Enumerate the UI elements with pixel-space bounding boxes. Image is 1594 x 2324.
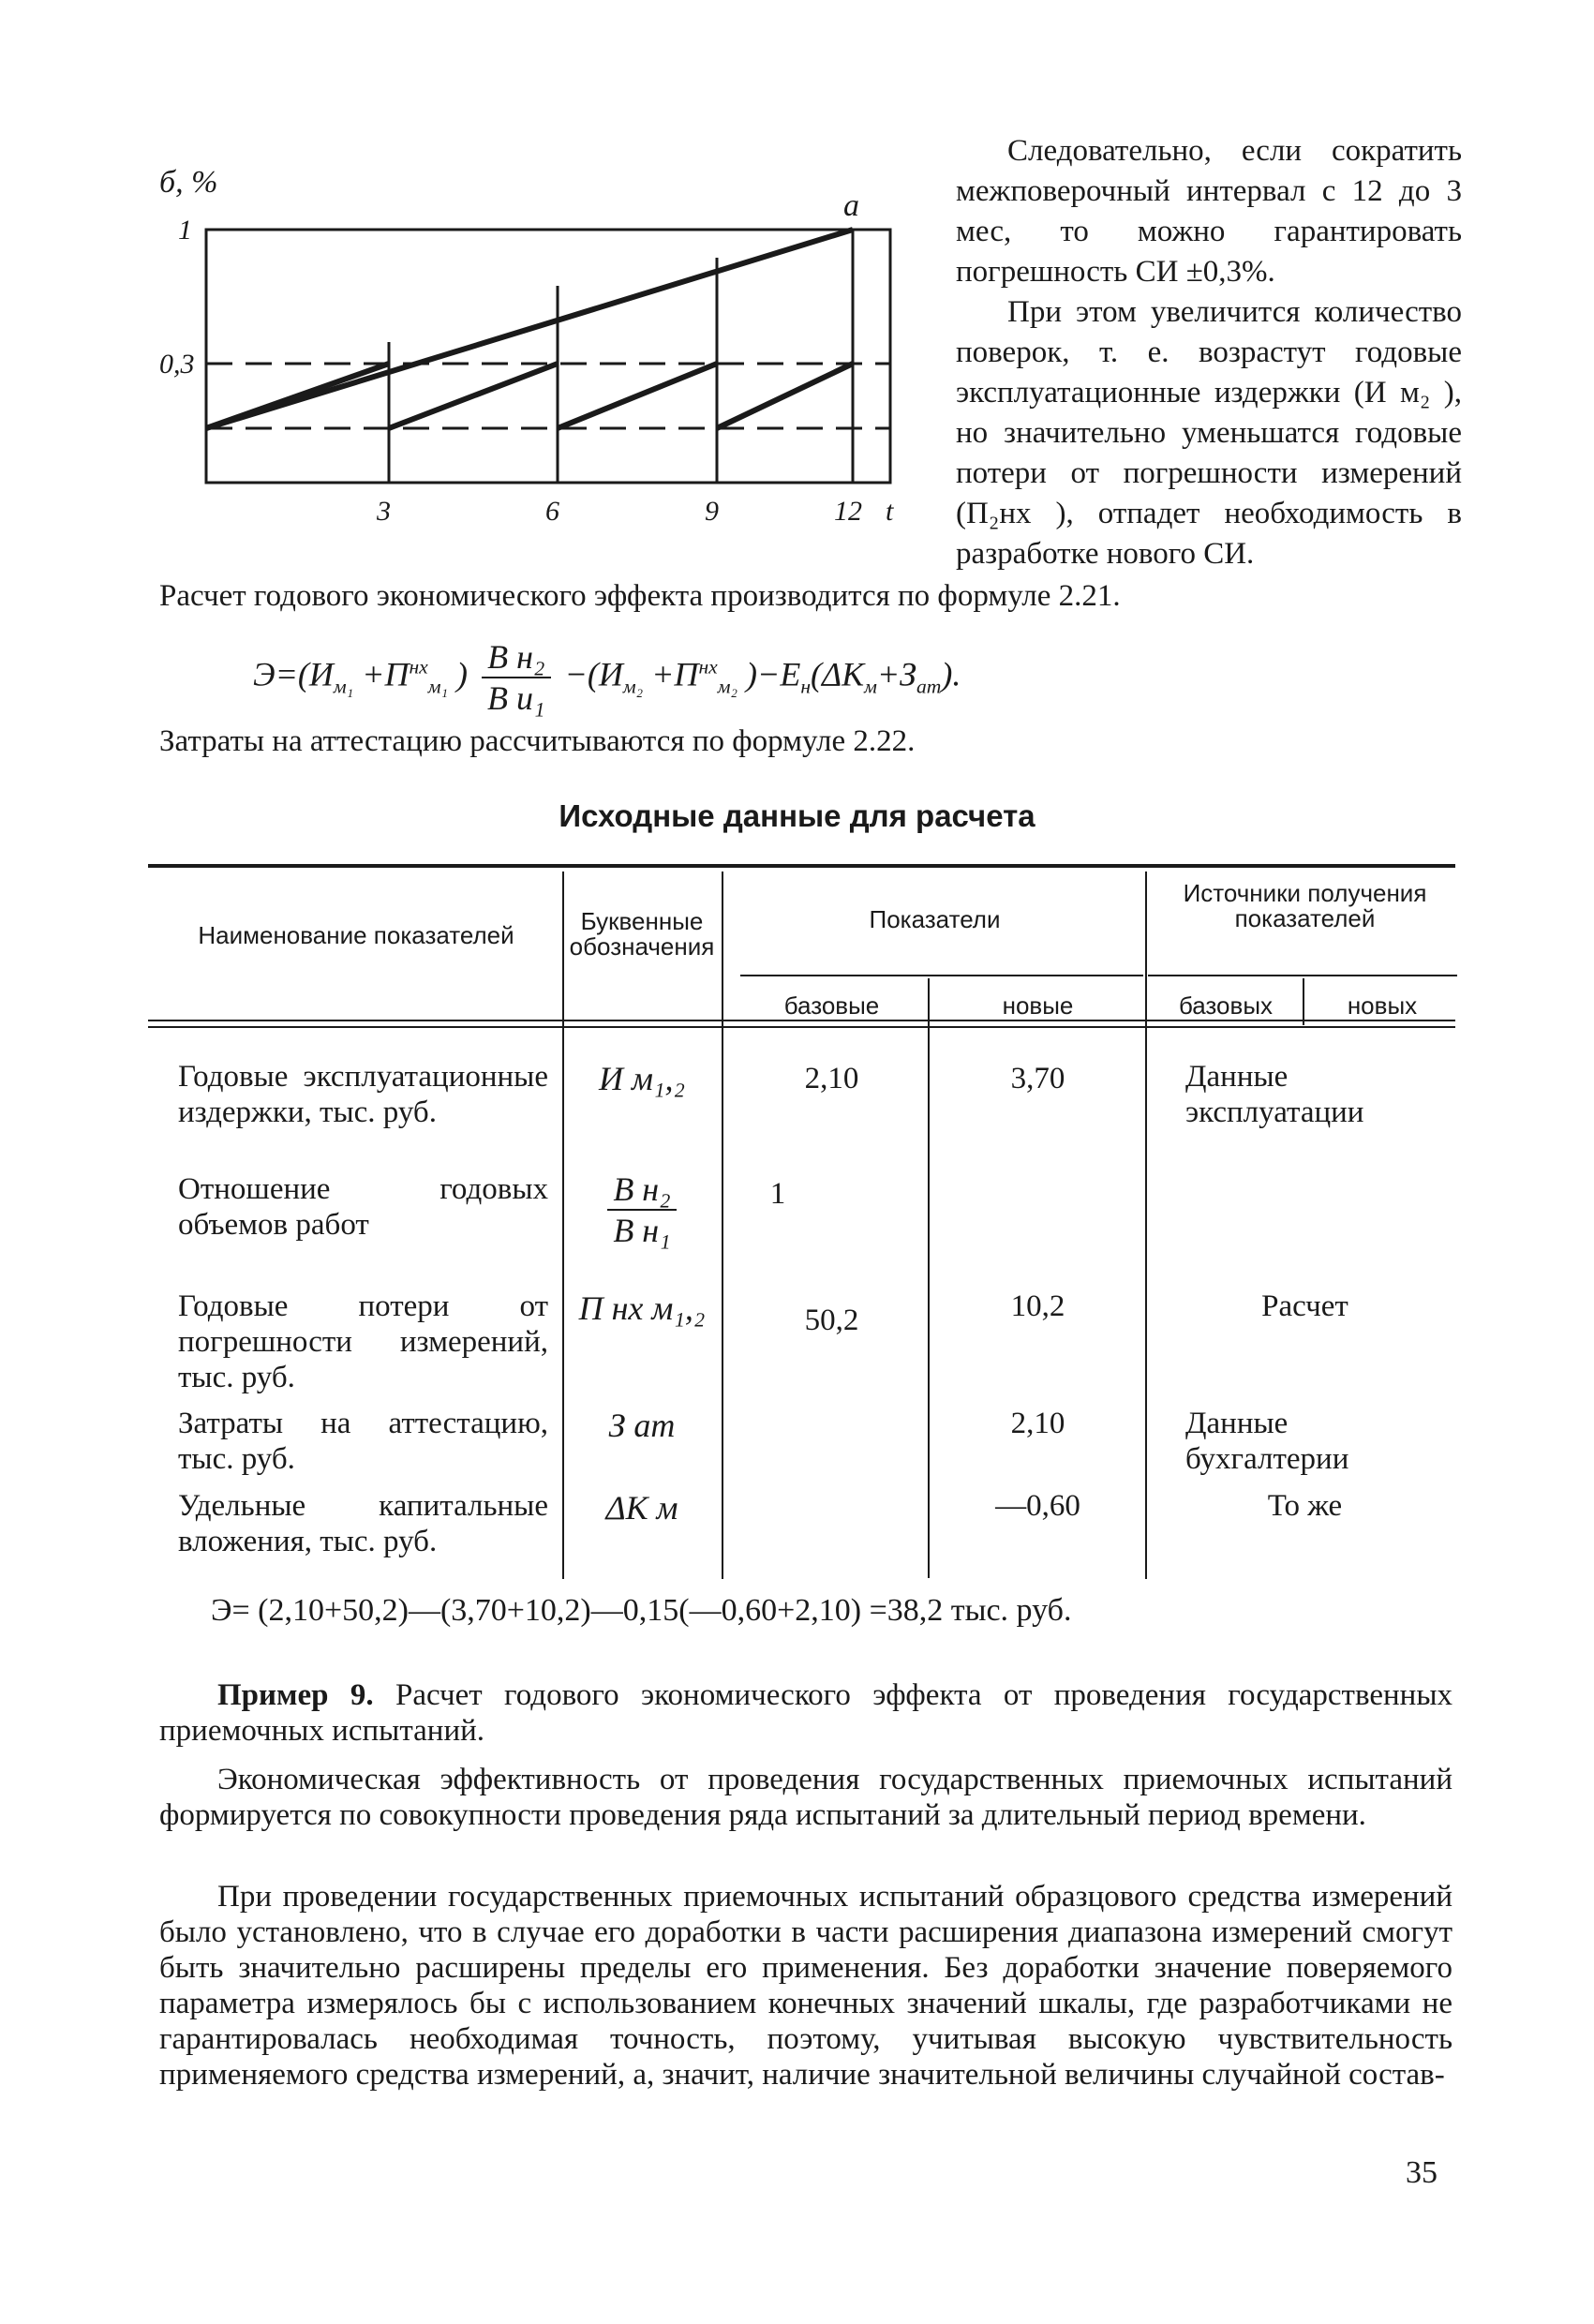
chart-svg	[159, 122, 928, 534]
example-paragraph-1: Экономическая эффективность от проведения государственных приемочных испытаний формируется по совокупности проведения ряда испытаний за длительный период времени.	[159, 1763, 1452, 1832]
row4-symbol: З ат	[608, 1407, 676, 1444]
row4-source: Данные бухгалтерии	[1185, 1407, 1349, 1476]
row3-new: 10,2	[1010, 1289, 1065, 1323]
error-interval-chart	[159, 122, 928, 534]
table-top-rule	[148, 864, 1455, 868]
volume-ratio-fraction: $\frac{\text{В н₂}}{\text{В и₁}}$	[482, 637, 551, 718]
row3-source: Расчет	[1261, 1289, 1348, 1323]
table-header-rule-1	[148, 1020, 1455, 1021]
row3-symbol: П нх м₁,₂	[578, 1289, 706, 1327]
y-axis-label: б, %	[159, 165, 218, 200]
point-a-label: a	[843, 188, 859, 223]
row2-name: Отношение годовых объемов работ	[178, 1172, 548, 1242]
indicators-sub-rule	[740, 975, 1143, 976]
x-tick-9: 9	[705, 496, 719, 527]
x-tick-6: 6	[545, 496, 559, 527]
calc-line: Расчет годового экономического эффекта производится по формуле 2.21.	[159, 579, 1121, 613]
row5-name: Удельные капитальные вложения, тыс. руб.	[178, 1489, 548, 1558]
row4-name: Затраты на аттестацию, тыс. руб.	[178, 1407, 548, 1476]
row2-base: 1	[769, 1177, 786, 1211]
header-name: Наименование показателей	[198, 921, 514, 949]
drift-line-main	[206, 230, 853, 428]
y-tick-03: 0,3	[159, 349, 195, 380]
row3-name: Годовые потери от погрешности измерений, тыс. руб.	[178, 1289, 548, 1394]
row1-new: 3,70	[1010, 1062, 1065, 1095]
side-paragraph-2: При этом увеличится количество поверок, т. е. возрастут годовые эксплуатационные издержки (И м₂ ), но значительно уменьшатся годовые потери от погрешности измерений (П₂нх ), отпадет необходимость в разработке нового СИ.	[956, 295, 1462, 571]
x-axis-label: t	[886, 496, 894, 527]
row2-symbol: $\frac{\text{В н₂}}{\text{В н₁}}$	[567, 1169, 717, 1250]
formula-2-21: $Э=(И_{м_1} +П^{нх}_{м_1}$ ) $\frac{\text{В н₂}}{\text{В и₁}}$ $-(И_{м_2} +П^{нх}_{м_2}$ )$-Е_н(\Delta К_м+З_{ат})$.	[253, 638, 961, 717]
row4-new: 2,10	[1010, 1407, 1065, 1440]
sources-sub-rule	[1148, 975, 1457, 976]
header-src-new: новых	[1347, 991, 1418, 1020]
side-text-block	[956, 131, 1462, 574]
header-new: новые	[1002, 991, 1074, 1020]
plot-frame	[206, 230, 890, 483]
col-div-2	[722, 872, 723, 1579]
table-header-rule-2	[148, 1026, 1455, 1028]
row1-symbol: И м₁,₂	[598, 1060, 685, 1097]
col-div-3	[928, 978, 930, 1578]
row5-source: То же	[1267, 1489, 1343, 1523]
header-indicators: Показатели	[869, 905, 1001, 933]
table-heading: Исходные данные для расчета	[559, 798, 1035, 833]
x-tick-3: 3	[377, 496, 391, 527]
row5-symbol: ΔК м	[605, 1489, 678, 1527]
example-title-paragraph	[159, 1677, 1452, 1749]
col-div-4	[1145, 872, 1147, 1579]
example-title: Пример 9.	[217, 1678, 374, 1712]
header-symbol: Буквенные обозначения	[569, 907, 715, 961]
col-div-5	[1303, 978, 1304, 1025]
saw-seg-4	[717, 364, 853, 428]
saw-seg-2	[389, 364, 558, 428]
saw-seg-1	[206, 364, 389, 428]
row1-base: 2,10	[804, 1062, 859, 1095]
row1-source: Данные эксплуатации	[1185, 1060, 1364, 1129]
side-paragraph-1: Следовательно, если сократить межповерочный интервал с 12 до 3 мес, то можно гарантировать погрешность СИ ±0,3%.	[956, 134, 1462, 289]
header-src-base: базовых	[1178, 991, 1274, 1020]
x-tick-12: 12	[834, 496, 862, 527]
example-title-rest: Расчет годового экономического эффекта от проведения государственных приемочных испытаний.	[159, 1678, 1453, 1748]
row1-name: Годовые эксплуатационные издержки, тыс. руб.	[178, 1060, 548, 1129]
header-base: базовые	[783, 991, 880, 1020]
example-paragraph-2: При проведении государственных приемочных испытаний образцового средства измерений было установлено, что в случае его доработки в части расширения диапазона измерений смогут быть значительно расширены пределы его применения. Без доработки значение поверяемого параметра измерялось бы с использованием конечных значений шкалы, где разработчиками не гарантировалась необходимая точность, поэтому, учитывая высокую чувствительность применяемого средства измерений, а, значит, наличие значительной величины случайной состав-	[159, 1880, 1452, 2092]
y-tick-1: 1	[178, 215, 192, 246]
saw-seg-3	[558, 364, 717, 428]
page-number: 35	[1406, 2155, 1438, 2190]
header-sources: Источники получения показателей	[1183, 879, 1427, 932]
row3-base: 50,2	[804, 1304, 859, 1337]
cost-line: Затраты на аттестацию рассчитываются по формуле 2.22.	[159, 724, 916, 758]
col-div-1	[562, 872, 564, 1579]
result-equation: Э= (2,10+50,2)—(3,70+10,2)—0,15(—0,60+2,10) =38,2 тыс. руб.	[211, 1593, 1072, 1628]
row5-new: —0,60	[995, 1489, 1080, 1523]
